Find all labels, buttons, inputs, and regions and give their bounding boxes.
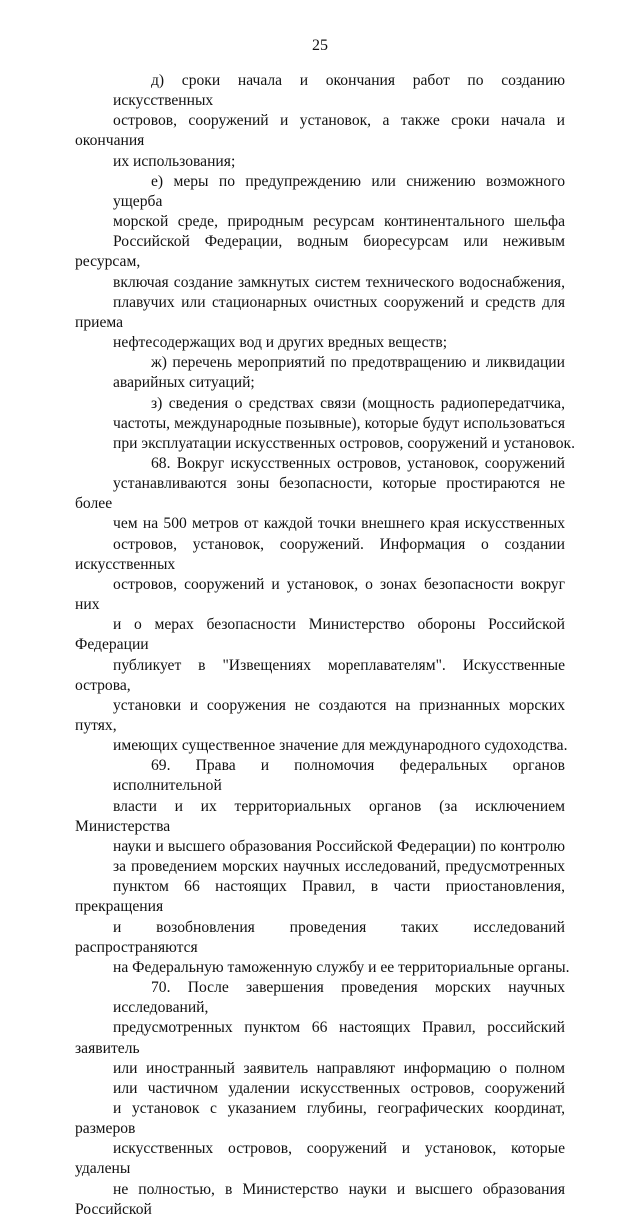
text-line: 70. После завершения проведения морских научных исследований, [113,979,565,1017]
text-line: предусмотренных пунктом 66 настоящих Правил, российский заявитель [75,1019,565,1057]
text-line: з) сведения о средствах связи (мощность радиопередатчика, [151,394,565,412]
document-body [75,71,576,1220]
text-line: и о мерах безопасности Министерство обороны Российской Федерации [75,616,565,654]
text-line: на Федеральную таможенную службу и ее территориальные органы. [113,958,570,976]
paragraph-e [75,172,565,353]
text-line: не полностью, в Министерство науки и высшего образования Российской [75,1180,565,1218]
text-line: установки и сооружения не создаются на признанных морских путях, [75,696,565,734]
text-line: 69. Права и полномочия федеральных органов исполнительной [113,757,565,795]
text-line: 68. Вокруг искусственных островов, установок, сооружений [151,454,565,472]
text-line: пунктом 66 настоящих Правил, в части приостановления, прекращения [75,878,565,916]
paragraph-d [75,71,565,172]
text-line: устанавливаются зоны безопасности, которые простираются не более [75,475,565,513]
text-line: публикует в "Извещениях мореплавателям". Искусственные острова, [75,656,565,694]
paragraph-zh [75,353,565,393]
text-line: морской среде, природным ресурсам континентального шельфа [113,213,565,231]
paragraph-68 [75,454,568,756]
text-line: власти и их территориальных органов (за исключением Министерства [75,797,565,835]
text-line: их использования; [113,152,236,170]
text-line: и установок с указанием глубины, географических координат, размеров [75,1099,565,1138]
text-line: ж) перечень мероприятий по предотвращению и ликвидации [151,354,565,372]
text-line: аварийных ситуаций; [113,374,255,392]
text-line: или частичном удалении искусственных островов, сооружений [113,1079,565,1097]
text-line: за проведением морских научных исследований, предусмотренных [113,858,565,876]
text-line: чем на 500 метров от каждой точки внешнего края искусственных [113,515,565,533]
text-line: и возобновления проведения таких исследований распространяются [75,918,565,956]
text-line: или иностранный заявитель направляют информацию о полном [113,1059,565,1077]
text-line: включая создание замкнутых систем технического водоснабжения, [113,273,565,291]
text-line: Российской Федерации, водным биоресурсам или неживым ресурсам, [75,233,565,271]
text-line: д) сроки начала и окончания работ по созданию искусственных [113,72,565,110]
paragraph-z [75,394,576,454]
text-line: е) меры по предупреждению или снижению возможного ущерба [113,172,565,210]
text-line: науки и высшего образования Российской Федерации) по контролю [113,837,565,855]
text-line: искусственных островов, сооружений и установок, которые удалены [75,1140,565,1178]
text-line: при эксплуатации искусственных островов, сооружений и установок. [113,434,576,452]
page-number: 25 [312,37,328,54]
text-line: островов, сооружений и установок, а также сроки начала и окончания [75,112,565,150]
text-line: плавучих или стационарных очистных сооружений и средств для приема [75,293,565,331]
text-line: островов, сооружений и установок, о зонах безопасности вокруг них [75,575,565,614]
paragraph-70 [75,978,565,1220]
text-line: имеющих существенное значение для международного судоходства. [113,737,568,755]
text-line: нефтесодержащих вод и других вредных веществ; [113,334,448,352]
text-line: островов, установок, сооружений. Информация о создании искусственных [75,535,565,573]
paragraph-69 [75,756,570,978]
text-line: частоты, международные позывные), которые будут использоваться [113,414,565,432]
